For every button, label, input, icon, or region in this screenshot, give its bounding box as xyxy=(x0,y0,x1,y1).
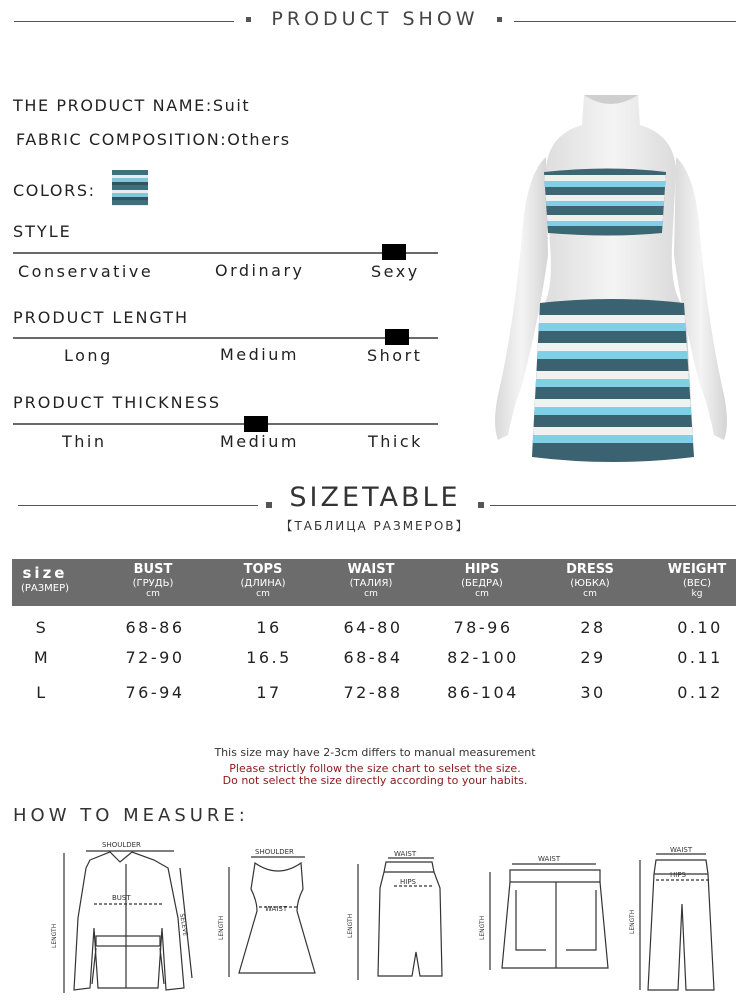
col-header-dress: DRESS (ЮБКА) cm xyxy=(566,562,614,599)
thickness-label-medium: Medium xyxy=(220,432,299,451)
col-header-size: size (РАЗМЕР) xyxy=(20,564,70,594)
waist-label: WAIST xyxy=(394,850,417,858)
size-table-header xyxy=(12,559,736,606)
style-label-conservative: Conservative xyxy=(18,262,154,281)
table-cell-weight: 0.11 xyxy=(677,648,723,667)
table-cell-tops: 16.5 xyxy=(246,648,292,667)
shoulder-label: SHOULDER xyxy=(102,841,141,849)
length-label-short: Short xyxy=(367,346,423,365)
style-title: STYLE xyxy=(13,222,72,241)
shorts-measure-diagram xyxy=(476,850,626,980)
table-cell-weight: 0.12 xyxy=(677,683,723,702)
col-header-tops: TOPS (ДЛИНА) cm xyxy=(240,562,286,599)
length-title: PRODUCT LENGTH xyxy=(13,308,190,327)
style-scale-line xyxy=(13,252,438,254)
waist-label: WAIST xyxy=(265,905,288,913)
dress-measure-diagram xyxy=(215,845,320,995)
table-cell-bust: 76-94 xyxy=(125,683,185,702)
length-label-medium: Medium xyxy=(220,345,299,364)
how-to-measure-title: HOW TO MEASURE: xyxy=(13,805,249,826)
colors-label: COLORS: xyxy=(13,181,96,200)
header-dot-right xyxy=(497,17,502,22)
shoulder-label: SHOULDER xyxy=(255,848,294,856)
table-cell-waist: 68-84 xyxy=(343,648,403,667)
length-label: LENGTH xyxy=(479,915,486,940)
length-label: LENGTH xyxy=(347,913,354,938)
thickness-label-thick: Thick xyxy=(368,432,423,451)
length-label: LENGTH xyxy=(218,915,225,940)
table-cell-dress: 30 xyxy=(580,683,606,702)
table-cell-hips: 78-96 xyxy=(453,618,513,637)
table-cell-size: M xyxy=(33,648,51,667)
table-cell-size: L xyxy=(36,683,48,702)
page-title: PRODUCT SHOW xyxy=(271,8,479,30)
sleeve-label: SELEVE xyxy=(178,913,189,937)
table-cell-hips: 82-100 xyxy=(447,648,519,667)
warning-note-2: Do not select the size directly according to your habits. xyxy=(222,774,528,787)
sizetable-title: SIZETABLE xyxy=(289,482,461,513)
col-header-waist: WAIST (ТАЛИЯ) cm xyxy=(347,562,395,599)
hips-label: HIPS xyxy=(670,871,686,879)
jacket-measure-diagram xyxy=(50,838,200,998)
length-scale-line xyxy=(13,337,438,339)
table-cell-size: S xyxy=(35,618,49,637)
measurement-note: This size may have 2-3cm differs to manual measurement xyxy=(214,746,536,759)
thickness-label-thin: Thin xyxy=(62,432,107,451)
table-cell-tops: 16 xyxy=(256,618,282,637)
sizetable-dot-right xyxy=(478,502,484,508)
warning-note-1: Please strictly follow the size chart to selset the size. xyxy=(229,762,521,775)
table-cell-bust: 72-90 xyxy=(125,648,185,667)
bust-label: BUST xyxy=(112,894,131,902)
style-marker xyxy=(382,244,406,260)
table-cell-hips: 86-104 xyxy=(447,683,519,702)
pants-measure-diagram xyxy=(626,844,716,996)
table-cell-bust: 68-86 xyxy=(125,618,185,637)
thickness-marker xyxy=(244,416,268,432)
style-label-ordinary: Ordinary xyxy=(215,261,305,280)
col-header-bust: BUST (ГРУДЬ) cm xyxy=(132,562,174,599)
waist-label: WAIST xyxy=(670,846,693,854)
waist-label: WAIST xyxy=(538,855,561,863)
color-swatch[interactable] xyxy=(112,170,148,206)
table-cell-dress: 29 xyxy=(580,648,606,667)
table-cell-dress: 28 xyxy=(580,618,606,637)
header-rule-right xyxy=(514,21,736,22)
table-cell-tops: 17 xyxy=(256,683,282,702)
table-cell-weight: 0.10 xyxy=(677,618,723,637)
thickness-title: PRODUCT THICKNESS xyxy=(13,393,221,412)
thickness-scale-line xyxy=(13,423,438,425)
skirt-measure-diagram xyxy=(344,848,444,988)
col-header-hips: HIPS (БЕДРА) cm xyxy=(461,562,503,599)
col-header-weight: WEIGHT (ВЕС) kg xyxy=(667,562,727,599)
table-cell-waist: 64-80 xyxy=(343,618,403,637)
product-name: THE PRODUCT NAME:Suit xyxy=(13,96,251,115)
sizetable-rule-right xyxy=(490,505,736,506)
length-marker xyxy=(385,329,409,345)
length-label: LENGTH xyxy=(51,923,58,948)
style-label-sexy: Sexy xyxy=(371,262,420,281)
table-cell-waist: 72-88 xyxy=(343,683,403,702)
hips-label: HIPS xyxy=(400,878,416,886)
sizetable-subtitle: 【ТАБЛИЦА РАЗМЕРОВ】 xyxy=(280,519,470,533)
product-photo xyxy=(488,95,734,465)
fabric-composition: FABRIC COMPOSITION:Others xyxy=(16,130,291,149)
length-label: LENGTH xyxy=(629,909,636,934)
length-label-long: Long xyxy=(64,346,113,365)
